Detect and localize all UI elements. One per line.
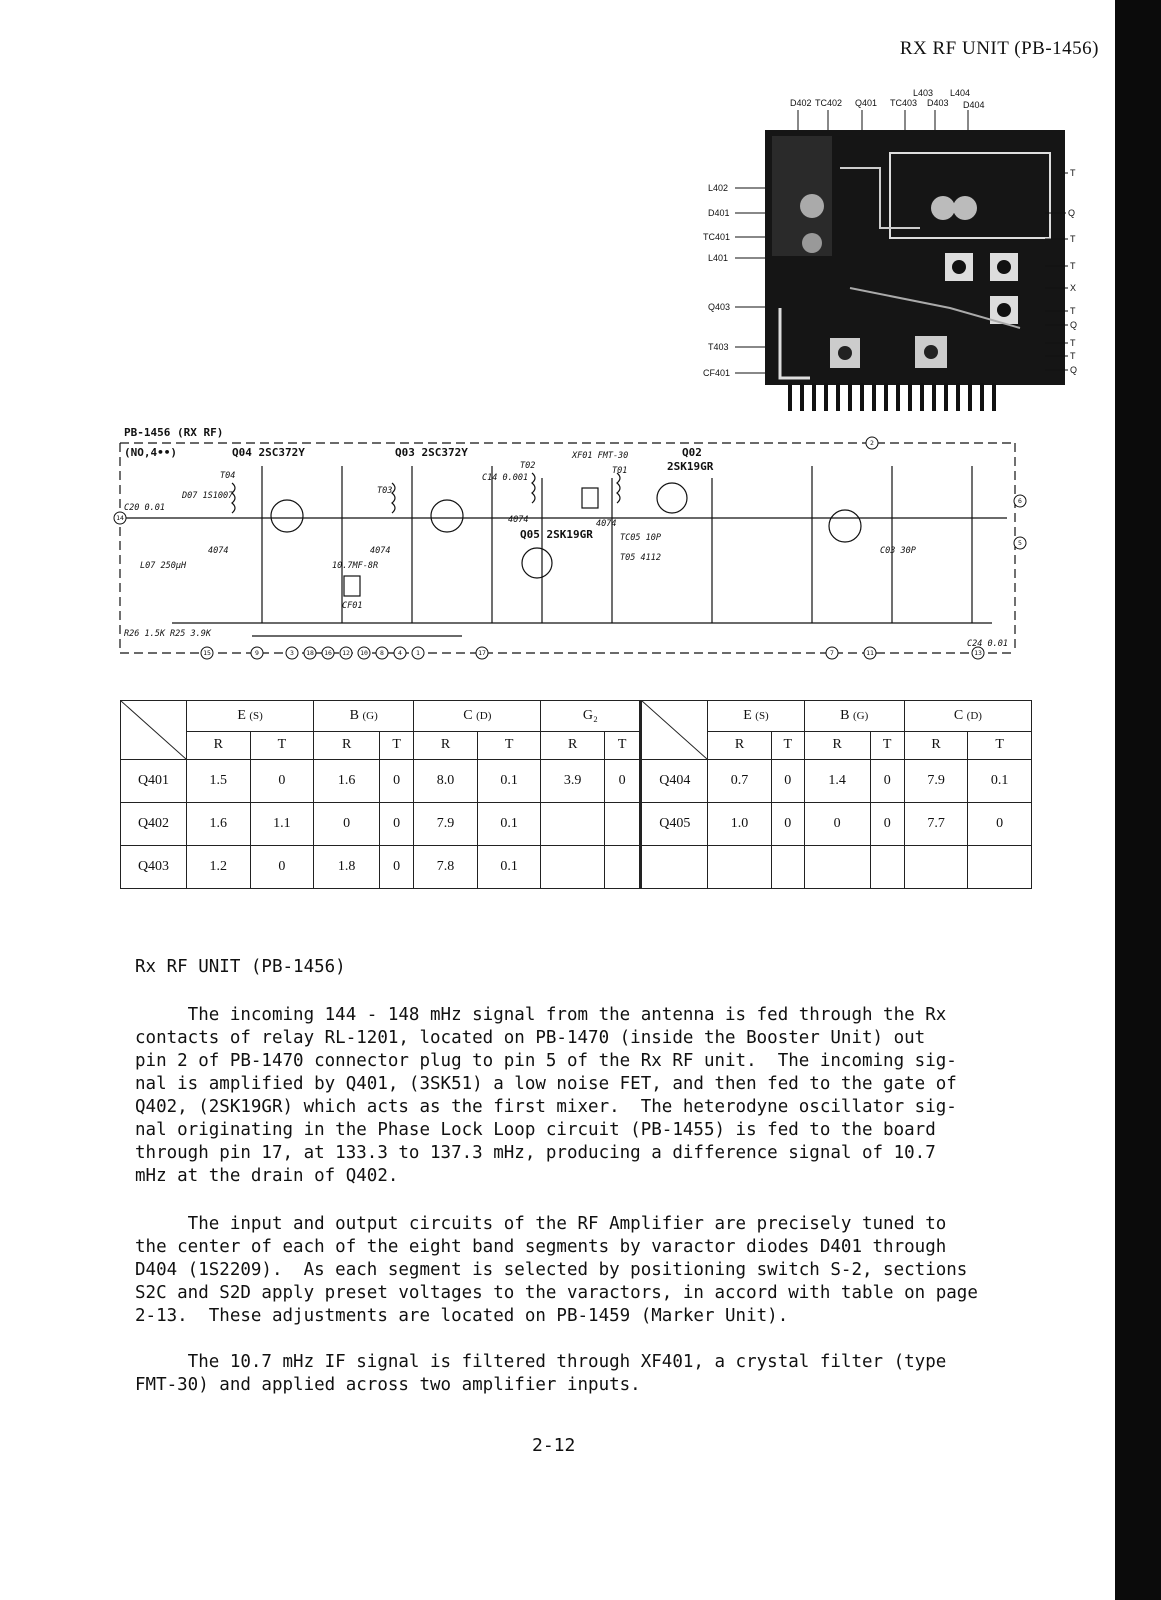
- pin-label: 10: [360, 649, 368, 657]
- column-subheader: R: [314, 731, 380, 759]
- schematic-label-q02-type: 2SK19GR: [667, 460, 714, 473]
- board-photo: [700, 78, 1115, 428]
- table-cell: [870, 846, 904, 889]
- table-cell: 0: [604, 760, 640, 803]
- schematic-board-label: PB-1456 (RX RF): [124, 428, 224, 439]
- schematic-label: 4074: [370, 546, 391, 556]
- table-cell: 0: [870, 760, 904, 803]
- board-label-left: CF401: [703, 368, 731, 378]
- column-group-header: C (D): [904, 701, 1031, 732]
- table-cell: [804, 846, 870, 889]
- table-cell: 0: [380, 803, 414, 846]
- table-cell: 7.9: [414, 803, 478, 846]
- table-cell: 7.9: [904, 760, 968, 803]
- column-subheader: R: [414, 731, 478, 759]
- table-cell: [771, 846, 804, 889]
- board-label-right: T: [1070, 351, 1076, 361]
- pin-label: 13: [974, 649, 982, 657]
- schematic-label: 10.7MF-8R: [332, 561, 379, 571]
- board-label-left: Q403: [708, 302, 731, 312]
- table-cell: 0.1: [477, 760, 541, 803]
- pin-label: 3: [290, 649, 294, 657]
- row-header: Q405: [641, 803, 708, 846]
- column-group-header: B (G): [314, 701, 414, 732]
- schematic-label: 4074: [508, 515, 529, 525]
- schematic-board-sub: (NO,4••): [124, 446, 177, 459]
- table-cell: 0: [804, 803, 870, 846]
- column-subheader: T: [968, 731, 1032, 759]
- column-group-header: E (S): [708, 701, 804, 732]
- schematic-label: CF01: [342, 601, 363, 611]
- column-group-header: E (S): [187, 701, 314, 732]
- schematic-label: C03 30P: [880, 546, 916, 556]
- board-label-left: D401: [708, 208, 730, 218]
- column-subheader: T: [250, 731, 314, 759]
- board-label-right: T: [1070, 306, 1076, 316]
- board-label-top: L404: [950, 88, 971, 98]
- table-cell: 0.1: [477, 803, 541, 846]
- board-label-left: L401: [708, 253, 729, 263]
- pin-label: 14: [116, 514, 124, 522]
- table-cell: 1.0: [708, 803, 772, 846]
- schematic-label: T02: [520, 461, 536, 471]
- board-label-right: T: [1070, 261, 1076, 271]
- schematic-label: R26 1.5K: [124, 629, 165, 639]
- board-label-left: L402: [708, 183, 729, 193]
- table-cell: 0: [771, 803, 804, 846]
- board-label-right: Q: [1068, 208, 1076, 218]
- table-cell: 8.0: [414, 760, 478, 803]
- table-cell: 1.2: [187, 846, 251, 889]
- column-subheader: R: [708, 731, 772, 759]
- table-cell: 0: [314, 803, 380, 846]
- row-header: Q404: [641, 760, 708, 803]
- section-title: Rx RF UNIT (PB-1456): [135, 957, 346, 977]
- board-label-top: D403: [927, 98, 949, 108]
- table-cell: 0: [250, 846, 314, 889]
- column-subheader: T: [477, 731, 541, 759]
- table-cell: 1.8: [314, 846, 380, 889]
- schematic-label-q03: Q03 2SC372Y: [395, 446, 468, 459]
- table-cell: 0: [968, 803, 1032, 846]
- pin-label: 9: [255, 649, 259, 657]
- row-header: Q403: [121, 846, 187, 889]
- pin-label: 12: [342, 649, 350, 657]
- table-cell: 1.1: [250, 803, 314, 846]
- table-cell: [541, 846, 605, 889]
- schematic-label: C24 0.01: [967, 639, 1008, 649]
- table-cell: [604, 846, 640, 889]
- schematic-label: T04: [220, 471, 236, 481]
- schematic-label-xf01: XF01 FMT-30: [572, 451, 629, 461]
- board-label-top: TC403: [890, 98, 918, 108]
- pin-label: 11: [866, 649, 874, 657]
- schematic-label: T01: [612, 466, 628, 476]
- paragraph: The 10.7 mHz IF signal is filtered through XF401, a crystal filter (type FMT-30) and applied across two amplifier inputs.: [135, 1352, 947, 1395]
- pin-label: 8: [380, 649, 384, 657]
- schematic-label: C14 0.001: [482, 473, 529, 483]
- pin-label: 18: [306, 649, 314, 657]
- column-group-header: C (D): [414, 701, 541, 732]
- schematic-label: 4074: [208, 546, 229, 556]
- board-label-top: D402: [790, 98, 812, 108]
- row-header: Q402: [121, 803, 187, 846]
- table-cell: 1.4: [804, 760, 870, 803]
- table-row: [121, 846, 1032, 889]
- table-row: [121, 760, 1032, 803]
- table-row: [121, 803, 1032, 846]
- table-corner: [641, 701, 708, 760]
- schematic-label-q02: Q02: [682, 446, 702, 459]
- table-cell: 0.7: [708, 760, 772, 803]
- board-label-right: T: [1070, 338, 1076, 348]
- schematic-label: TC05 10P: [620, 533, 661, 543]
- table-cell: 3.9: [541, 760, 605, 803]
- board-label-top: TC402: [815, 98, 843, 108]
- paragraph: The input and output circuits of the RF Amplifier are precisely tuned to the center of each of the eight band segments by varactor diodes D401 through D404 (1S2209). As each segment is selected by positioning switch S-2, sections S2C and S2D apply preset voltages to the varactors, in accord with table on page 2-13. These adjustments are located on PB-1459 (Marker Unit).: [135, 1214, 978, 1326]
- table-cell: 0: [380, 846, 414, 889]
- row-header: [641, 846, 708, 889]
- pin-label: 2: [870, 439, 874, 447]
- board-label-left: TC401: [703, 232, 731, 242]
- table-cell: 0.1: [477, 846, 541, 889]
- table-cell: 0.1: [968, 760, 1032, 803]
- table-cell: 1.6: [314, 760, 380, 803]
- column-subheader: R: [541, 731, 605, 759]
- row-header: Q401: [121, 760, 187, 803]
- pin-label: 16: [324, 649, 332, 657]
- page-header: RX RF UNIT (PB-1456): [899, 38, 1099, 59]
- column-subheader: R: [904, 731, 968, 759]
- table-cell: [541, 803, 605, 846]
- board-label-left: T403: [708, 342, 729, 352]
- table-cell: 7.8: [414, 846, 478, 889]
- schematic-label: R25 3.9K: [170, 629, 211, 639]
- table-cell: 1.5: [187, 760, 251, 803]
- pin-label: 7: [830, 649, 834, 657]
- board-label-top: L403: [913, 88, 934, 98]
- schematic-label: 4074: [596, 519, 617, 529]
- schematic-label: D07 1S1007: [182, 491, 234, 501]
- page-number: 2-12: [532, 1435, 576, 1456]
- table-corner: [121, 701, 187, 760]
- board-label-right: Q: [1070, 365, 1078, 375]
- table-cell: [708, 846, 772, 889]
- paragraph: The incoming 144 - 148 mHz signal from the antenna is fed through the Rx contacts of relay RL-1201, located on PB-1470 (inside the Booster Unit) out pin 2 of PB-1470 connector plug to pin 5 of the Rx RF unit. The incoming sig- nal is amplified by Q401, (3SK51) a low noise FET, and then fed to the gate of Q402, (2SK19GR) which acts as the first mixer. The heterodyne oscillator sig- nal originating in the Phase Lock Loop circuit (PB-1455) is fed to the board through pin 17, at 133.3 to 137.3 mHz, producing a difference signal of 10.7 mHz at the drain of Q402.: [135, 1005, 957, 1186]
- pin-label: 15: [203, 649, 211, 657]
- schematic-label: T03: [377, 486, 393, 496]
- circuit-schematic: [112, 428, 1047, 676]
- pin-label: 6: [1018, 497, 1022, 505]
- board-label-right: Q: [1070, 320, 1078, 330]
- column-subheader: T: [771, 731, 804, 759]
- table-cell: 1.6: [187, 803, 251, 846]
- pin-label: 4: [398, 649, 402, 657]
- transistor-voltage-table: [120, 700, 1032, 889]
- column-subheader: R: [804, 731, 870, 759]
- table-cell: 0: [870, 803, 904, 846]
- schematic-label: L07 250μH: [140, 561, 187, 571]
- board-label-top: D404: [963, 100, 985, 110]
- table-cell: [904, 846, 968, 889]
- table-cell: [604, 803, 640, 846]
- column-group-header: G₂: [541, 701, 641, 732]
- column-subheader: R: [187, 731, 251, 759]
- column-subheader: T: [870, 731, 904, 759]
- table-cell: 0: [250, 760, 314, 803]
- table-cell: [968, 846, 1032, 889]
- board-label-top: Q401: [855, 98, 878, 108]
- column-subheader: T: [604, 731, 640, 759]
- pin-label: 1: [416, 649, 420, 657]
- column-subheader: T: [380, 731, 414, 759]
- schematic-label: T05 4112: [620, 553, 661, 563]
- schematic-label-q04: Q04 2SC372Y: [232, 446, 305, 459]
- board-label-right: T: [1070, 168, 1076, 178]
- schematic-label: C20 0.01: [124, 503, 165, 513]
- pin-label: 5: [1018, 539, 1022, 547]
- table-cell: 0: [771, 760, 804, 803]
- table-cell: 0: [380, 760, 414, 803]
- pin-label: 17: [478, 649, 486, 657]
- table-cell: 7.7: [904, 803, 968, 846]
- board-label-right: T: [1070, 234, 1076, 244]
- schematic-label-q05: Q05 2SK19GR: [520, 528, 593, 541]
- scan-edge: [1115, 0, 1161, 1600]
- board-label-right: X: [1070, 283, 1077, 293]
- column-group-header: B (G): [804, 701, 904, 732]
